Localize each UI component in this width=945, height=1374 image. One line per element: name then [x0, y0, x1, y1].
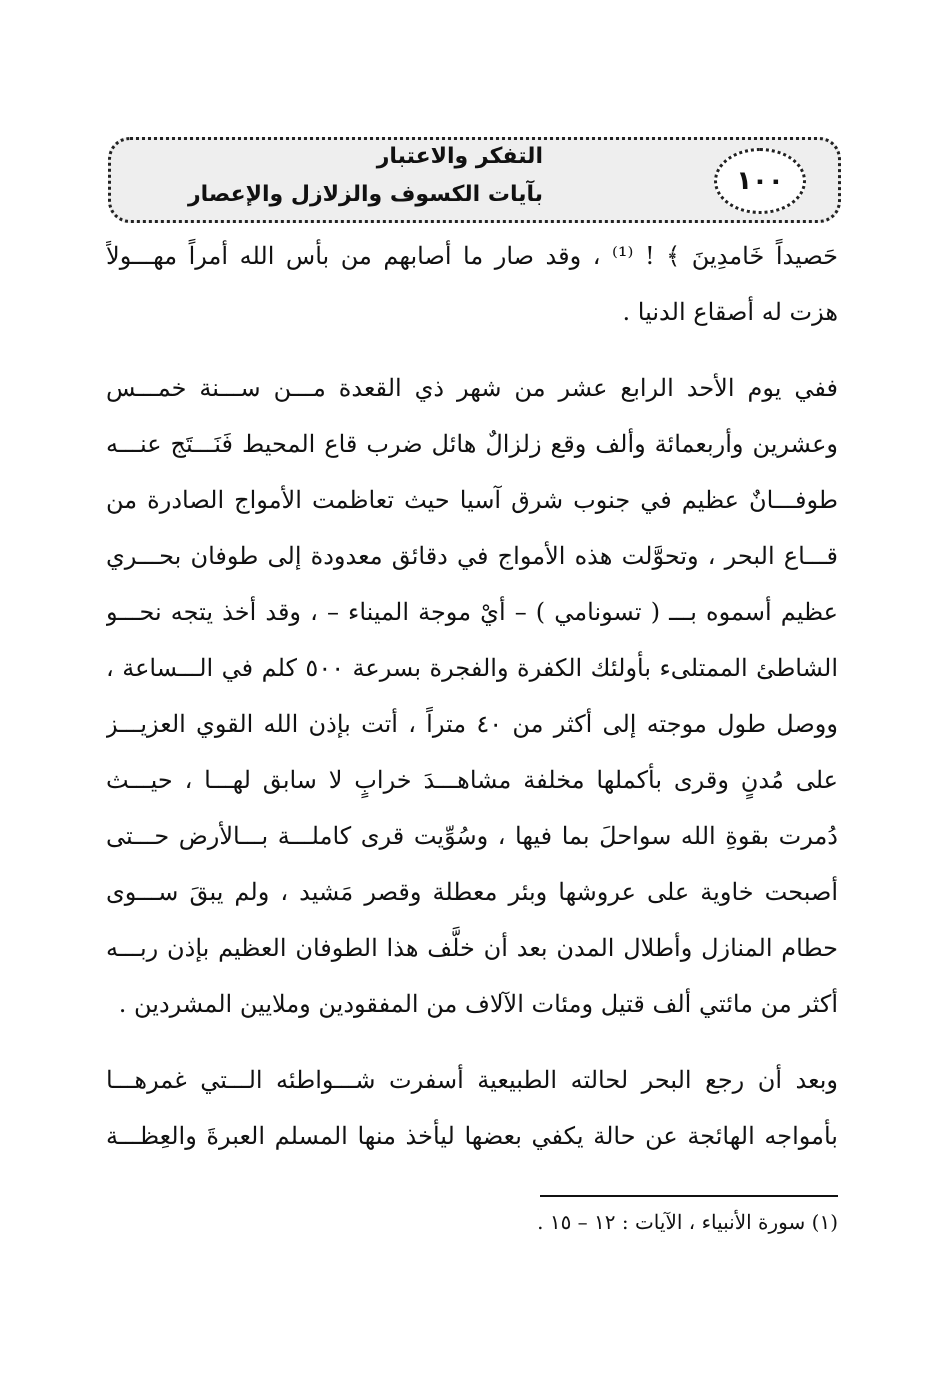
body-line: أكثر من مائتي ألف قتيل ومئات الآلاف من المفقودين وملايين المشردين . [118, 990, 838, 1018]
body-line: حطام المنازل وأطلال المدن بعد أن خلَّف هذا الطوفان العظيم بإذن ربـــه [106, 934, 838, 962]
running-title: التفكر والاعتبار [376, 144, 543, 169]
body-line: الشاطئ الممتلىء بأولئك الكفرة والفجرة بسرعة ٥٠٠ كلم في الـــساعة ، [106, 654, 838, 682]
body-line: على مُدنٍ وقرى بأكملها مخلفة مشاهـــدَ خرابٍ لا سابق لهـــا ، حيـــث [106, 766, 838, 794]
body-line: أصبحت خاوية على عروشها وبئر معطلة وقصر مَشيد ، ولم يبقَ ســـوى [106, 878, 838, 906]
body-line: قـــاع البحر ، وتحوَّلت هذه الأمواج في دقائق معدودة إلى طوفان بحـــري [106, 542, 838, 570]
body-line: ففي يوم الأحد الرابع عشر من شهر ذي القعدة مـــن ســـنة خمـــس [106, 374, 838, 402]
body-line: دُمرت بقوةِ الله سواحلَ بما فيها ، وسُوِّيت قرى كاملـــة بـــالأرض حـــتى [106, 822, 838, 850]
footnote-divider [540, 1195, 838, 1197]
body-text [106, 228, 838, 1164]
body-line: بأمواجه الهائجة عن حالة يكفي بعضها ليأخذ منها المسلم العبرةَ والعِظـــة [106, 1122, 838, 1150]
body-line: هزت له أصقاع الدنيا . [622, 298, 838, 326]
footnote: (١) سورة الأنبياء ، الآيات : ١٢ – ١٥ . [537, 1210, 838, 1234]
body-line: عظيم أسموه بـــ ( تسونامي ) – أيْ موجة الميناء – ، وقد أخذ يتجه نحـــو [106, 598, 838, 626]
body-line: وعشرين وأربعمائة وألف وقع زلزالٌ هائل ضرب قاع المحيط فَنَـــتَج عنـــه [106, 430, 838, 458]
body-line: حَصيداً خَامدِينَ ﴾ ! ⁽¹⁾ ، وقد صار ما أصابهم من بأس الله أمراً مهـــولاً [106, 242, 838, 270]
body-line: ووصل طول موجته إلى أكثر من ٤٠ متراً ، أتت بإذن الله القوي العزيـــز [106, 710, 838, 738]
body-line: وبعد أن رجع البحر لحالته الطبيعية أسفرت شـــواطئه الـــتي غمرهـــا [106, 1066, 838, 1094]
page-number: ١٠٠ [714, 148, 806, 214]
body-line: طوفـــانٌ عظيم في جنوب شرق آسيا حيث تعاظمت الأمواج الصادرة من [106, 486, 838, 514]
running-subtitle: بآيات الكسوف والزلازل والإعصار [188, 182, 543, 207]
